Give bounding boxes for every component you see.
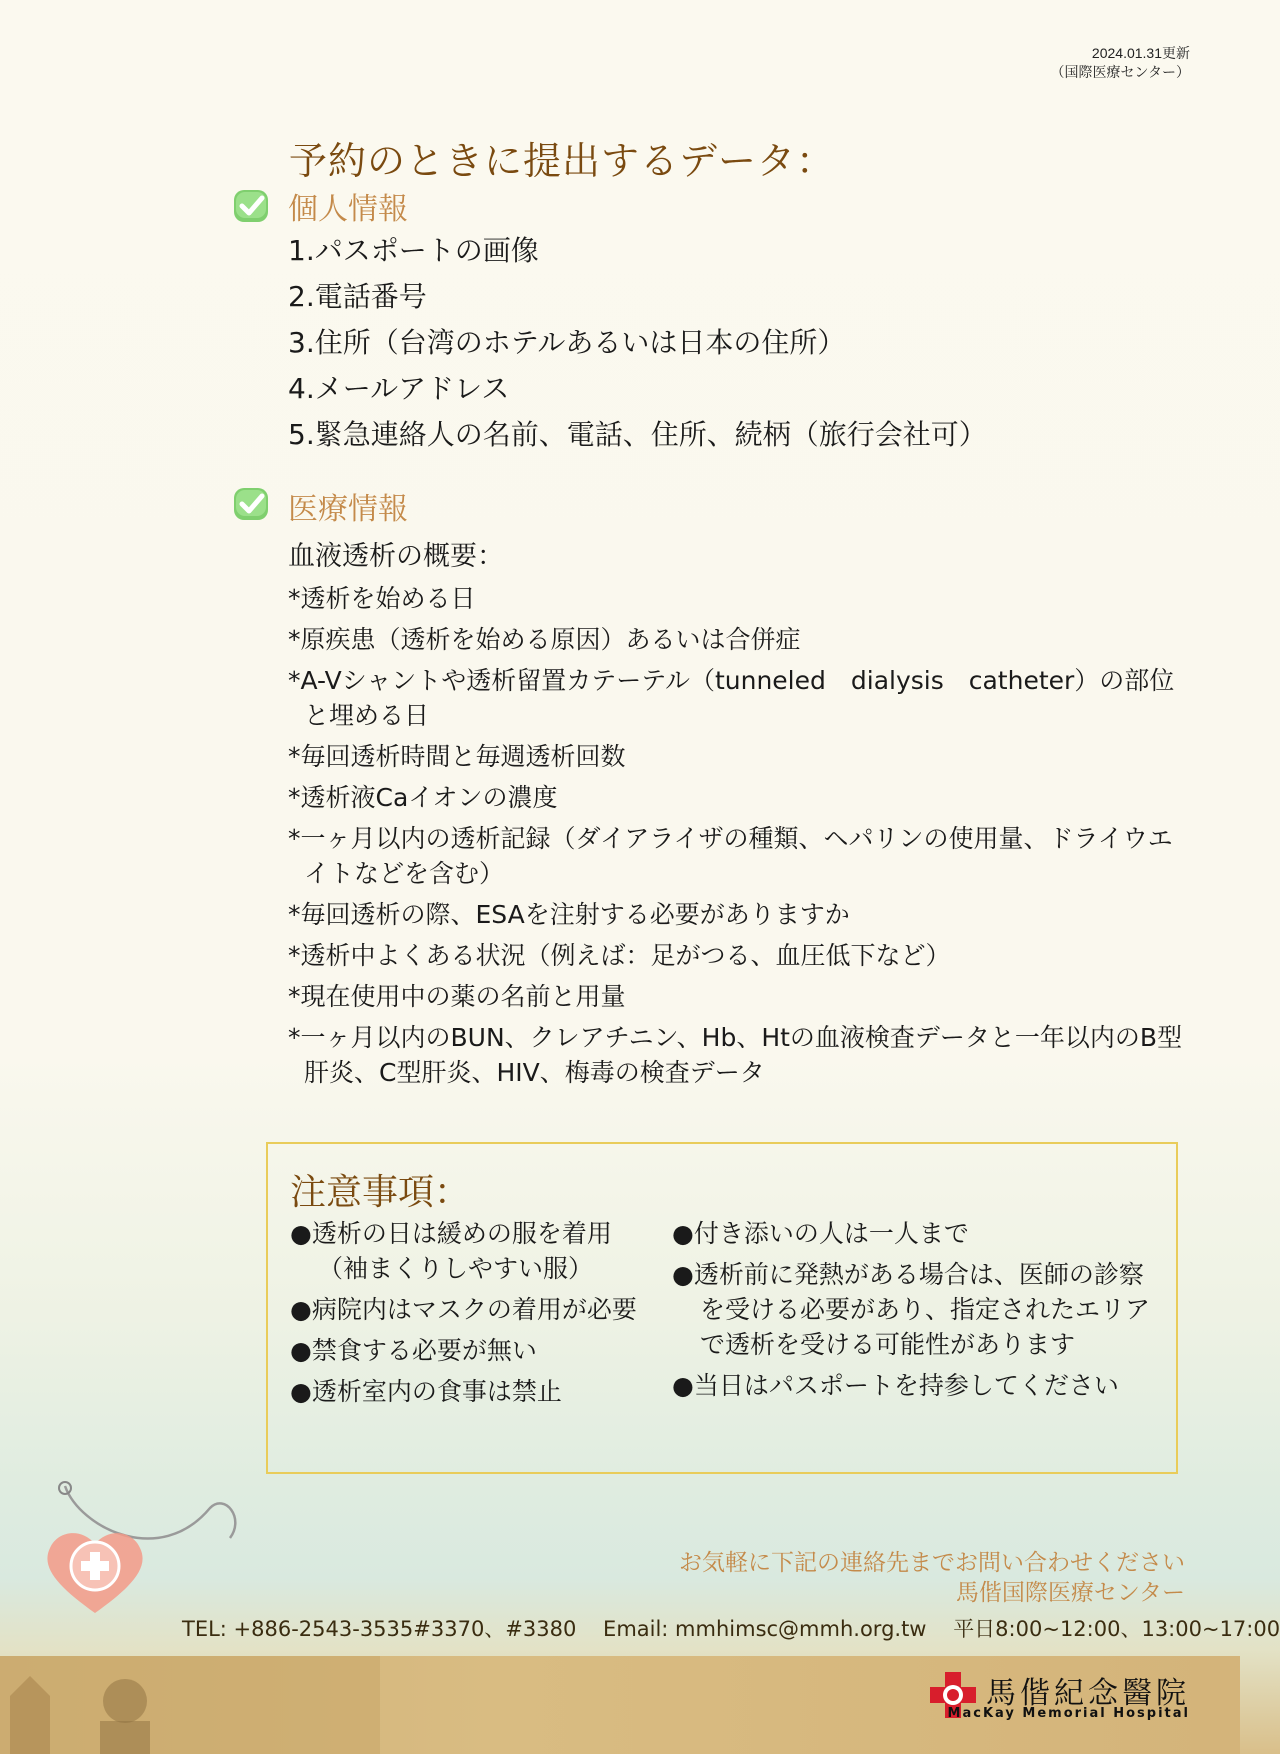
notice-item: ●付き添いの人は一人まで bbox=[672, 1219, 969, 1248]
list-item: *透析中よくある状況（例えば：足がつる、血圧低下など） bbox=[288, 941, 951, 970]
personal-info-heading: 個人情報 bbox=[288, 192, 408, 227]
checkmark-icon bbox=[232, 484, 272, 524]
hospital-logo-text: 馬偕紀念醫院 bbox=[986, 1676, 1190, 1711]
list-item: 2.電話番号 bbox=[288, 280, 427, 313]
contact-center-name: 馬偕国際医療センター bbox=[955, 1580, 1185, 1606]
contact-details bbox=[182, 1613, 1280, 1643]
contact-tel: TEL: +886-2543-3535#3370、#3380 bbox=[182, 1617, 577, 1641]
notice-left-column bbox=[290, 1216, 650, 1415]
update-dept: （国際医療センター） bbox=[1050, 64, 1190, 80]
list-item: 4.メールアドレス bbox=[288, 372, 510, 405]
update-date: 2024.01.31更新 bbox=[1091, 45, 1190, 61]
list-item: *A-Vシャントや透析留置カテーテル（tunneled dialysis catheter）の部位と埋める日 bbox=[288, 666, 1175, 730]
notice-right-column bbox=[672, 1216, 1152, 1409]
dialysis-summary-heading: 血液透析の概要： bbox=[288, 541, 504, 572]
notice-title: 注意事項： bbox=[290, 1172, 471, 1213]
list-item: 1.パスポートの画像 bbox=[288, 234, 539, 267]
medical-info-list bbox=[288, 534, 1188, 1096]
list-item: *毎回透析の際、ESAを注射する必要がありますか bbox=[288, 900, 850, 929]
medical-info-heading: 医療情報 bbox=[288, 492, 408, 527]
list-item: *毎回透析時間と毎週透析回数 bbox=[288, 742, 626, 771]
contact-invite: お気軽に下記の連絡先までお問い合わせください bbox=[679, 1550, 1185, 1576]
page-title: 予約のときに提出するデータ： bbox=[289, 139, 836, 183]
contact-email: Email: mmhimsc@mmh.org.tw bbox=[603, 1617, 927, 1641]
historic-photo-decoration bbox=[0, 1656, 380, 1754]
heart-stethoscope-icon bbox=[40, 1478, 240, 1618]
list-item: *一ヶ月以内の透析記録（ダイアライザの種類、ヘパリンの使用量、ドライウエイトなどを含む） bbox=[288, 824, 1173, 888]
checkmark-icon bbox=[232, 186, 272, 226]
list-item: *透析液Caイオンの濃度 bbox=[288, 783, 558, 812]
notice-item: ●病院内はマスクの着用が必要 bbox=[290, 1295, 637, 1324]
notice-item: ●禁食する必要が無い bbox=[290, 1336, 537, 1365]
update-info bbox=[1051, 44, 1190, 82]
personal-info-list bbox=[288, 228, 987, 458]
list-item: 3.住所（台湾のホテルあるいは日本の住所） bbox=[288, 326, 846, 359]
notice-item: ●当日はパスポートを持参してください bbox=[672, 1371, 1119, 1400]
notice-item: ●透析の日は緩めの服を着用（袖まくりしやすい服） bbox=[290, 1219, 612, 1283]
contact-hours: 平日8:00~12:00、13:00~17:00 bbox=[953, 1617, 1280, 1641]
list-item: *原疾患（透析を始める原因）あるいは合併症 bbox=[288, 625, 801, 654]
hospital-logo-english: MacKay Memorial Hospital bbox=[947, 1706, 1190, 1721]
notice-item: ●透析前に発熱がある場合は、医師の診察を受ける必要があり、指定されたエリアで透析を受ける可能性があります bbox=[672, 1260, 1151, 1359]
list-item: *現在使用中の薬の名前と用量 bbox=[288, 982, 626, 1011]
notice-item: ●透析室内の食事は禁止 bbox=[290, 1377, 562, 1406]
list-item: 5.緊急連絡人の名前、電話、住所、続柄（旅行会社可） bbox=[288, 418, 987, 451]
list-item: *透析を始める日 bbox=[288, 584, 476, 613]
list-item: *一ヶ月以内のBUN、クレアチニン、Hb、Htの血液検査データと一年以内のB型肝炎、C型肝炎、HIV、梅毒の検査データ bbox=[288, 1023, 1183, 1087]
